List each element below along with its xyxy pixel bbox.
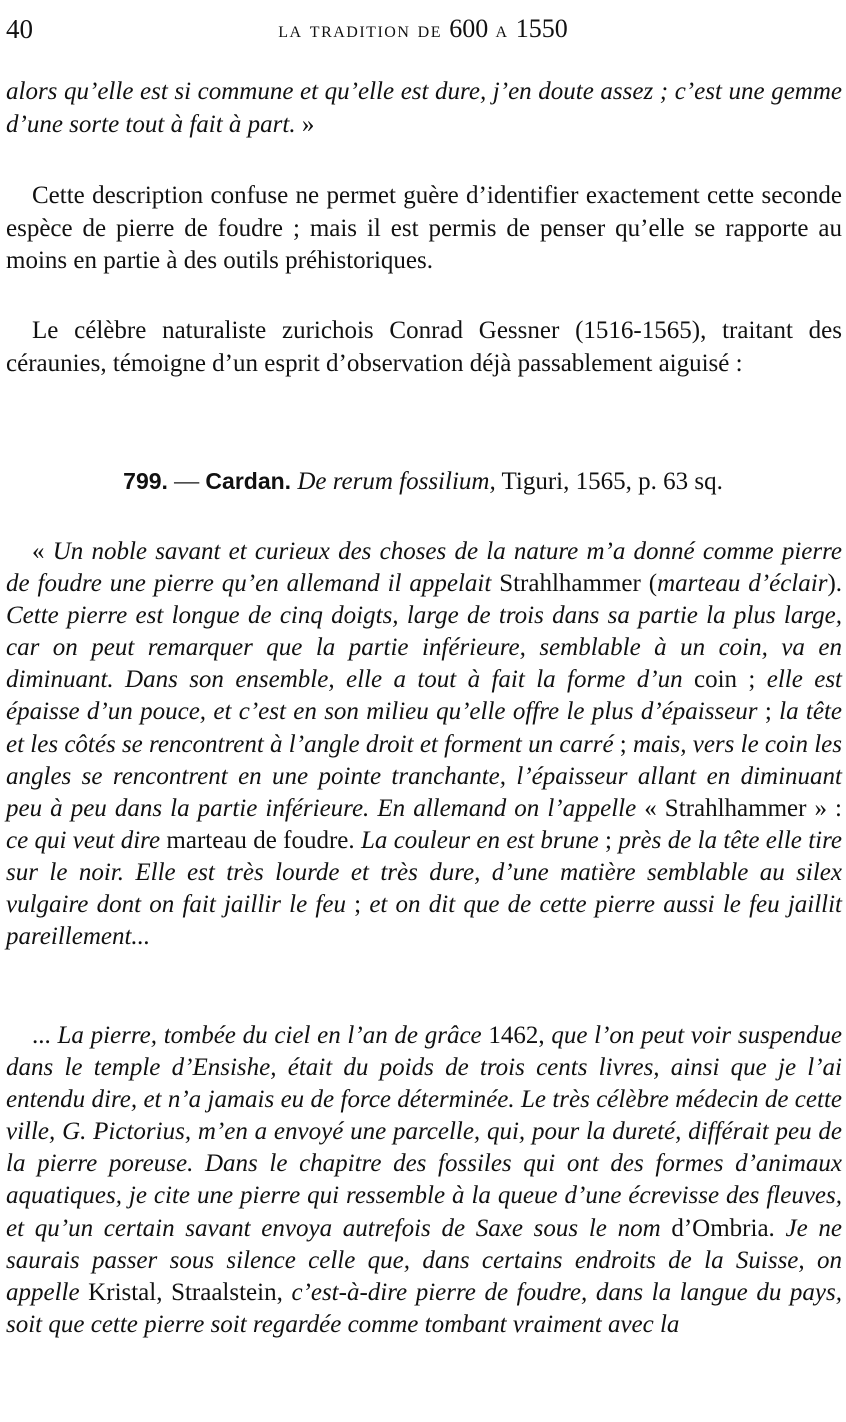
citation-details: Tiguri, 1565, p. 63 sq. (495, 468, 723, 495)
seg: marteau d’éclair (657, 570, 828, 598)
citation-work-title: De rerum fossilium, (291, 468, 496, 495)
paragraph-gessner (6, 315, 842, 380)
seg: Strahlhammer ( (491, 570, 658, 598)
seg: « Strahlhammer » : (636, 794, 842, 822)
page-number: 40 (6, 14, 33, 44)
seg: La pierre, tombée du ciel en l’an de grâce (57, 1022, 482, 1049)
seg: d’Ombria. (660, 1214, 786, 1242)
quoted-paragraph-ensisheim (6, 1020, 842, 1341)
seg: Un noble savant et curieux des choses de la nature m’a donné comme pierre de foudre une pierre qu’en allemand il appelait (6, 538, 842, 598)
seg: ; (345, 891, 370, 919)
running-title (6, 14, 840, 44)
seg: ; (757, 698, 780, 726)
seg: marteau de foudre. (160, 826, 361, 854)
running-title-year-end: 1550 (515, 14, 568, 43)
citation-heading (0, 466, 846, 497)
seg: ). (827, 570, 843, 598)
paragraph-description-text: Cette description confuse ne permet guère d’identifier exactement cette seconde espèce de pierre de foudre ; mais il est permis de penser qu’elle se rapporte au moins en partie à des outils préhistoriques. (6, 182, 842, 274)
paragraph-gessner-text: Le célèbre naturaliste zurichois Conrad Gessner (1516-1565), traitant des céraunies, témoigne d’un esprit d’observation déjà passablement aiguisé : (6, 317, 842, 377)
seg: elle est épaisse d’un pouce, et c’est en son milieu qu’elle offre le plus d’épaisseur (6, 666, 842, 726)
seg: Kristal, Straalstein, (79, 1278, 292, 1306)
seg: ; (598, 826, 619, 854)
seg: 1462, (481, 1022, 552, 1049)
citation-author: Cardan. (205, 468, 292, 494)
closing-quote-mark: » (295, 110, 315, 138)
running-title-text: la tradition de (278, 17, 450, 42)
citation-number: 799. (123, 468, 168, 494)
quote-continuation-text: alors qu’elle est si commune et qu’elle est dure, j’en doute assez ; c’est une gemme d’une sorte tout à fait à part. (6, 78, 842, 138)
paragraph-description (6, 180, 842, 278)
seg: que l’on peut voir suspendue dans le temple d’Ensishe, était du poids de trois cents livres, ainsi que je l’ai entendu dire, et n’a jamais eu de force déterminée. Le très célèbre médecin de cette ville, G. Pictorius, m’en a envoyé une parcelle, qui, pour la dureté, différait peu de la pierre poreuse. Dans le chapitre des fossiles qui ont des formes d’animaux aquatiques, je cite une pierre qui ressemble à la queue d’une écrevisse des fleuves, et qu’un certain savant envoya autrefois de Saxe sous le nom (6, 1022, 843, 1242)
seg: La couleur en est brune (360, 826, 599, 854)
seg: mais, vers le coin les angles se rencontrent en une pointe tranchante, l’épaisseur allant en diminuant peu à peu dans la partie inférieure. En allemand on l’appelle (6, 730, 842, 822)
seg: c’est-à-dire pierre de foudre, dans la langue du pays, soit que cette pierre soit regardée comme tombant vraiment avec la (6, 1278, 842, 1338)
seg: près de la tête elle tire sur le noir. Elle est très lourde et très dure, d’une matière semblable au silex vulgaire dont on fait jaillir le feu (6, 826, 842, 919)
seg: Je ne saurais passer sous silence celle que, dans certains endroits de la Suisse, on appelle (6, 1214, 842, 1306)
seg: la tête et les côtés se rencontrent à l’angle droit et forment un carré (6, 698, 843, 758)
citation-dash: — (167, 468, 206, 495)
seg: ce qui veut dire (6, 826, 161, 854)
page-header (6, 14, 840, 54)
seg: « (32, 538, 53, 565)
seg: ... (32, 1022, 58, 1049)
seg: coin ; (682, 666, 767, 694)
seg: Cette pierre est longue de cinq doigts, large de trois dans sa partie la plus large, car on peut remarquer que la partie inférieure, semblable à un coin, va en diminuant. Dans son ensemble, elle a tout à fait la forme d’un (6, 602, 842, 694)
quoted-paragraph-stone (6, 536, 842, 953)
seg: ; (613, 730, 633, 758)
running-title-year-start: 600 (449, 14, 489, 43)
seg: et on dit que de cette pierre aussi le feu jaillit pareillement... (6, 891, 842, 951)
quote-continuation (6, 76, 842, 141)
running-title-connector: a (488, 17, 516, 42)
